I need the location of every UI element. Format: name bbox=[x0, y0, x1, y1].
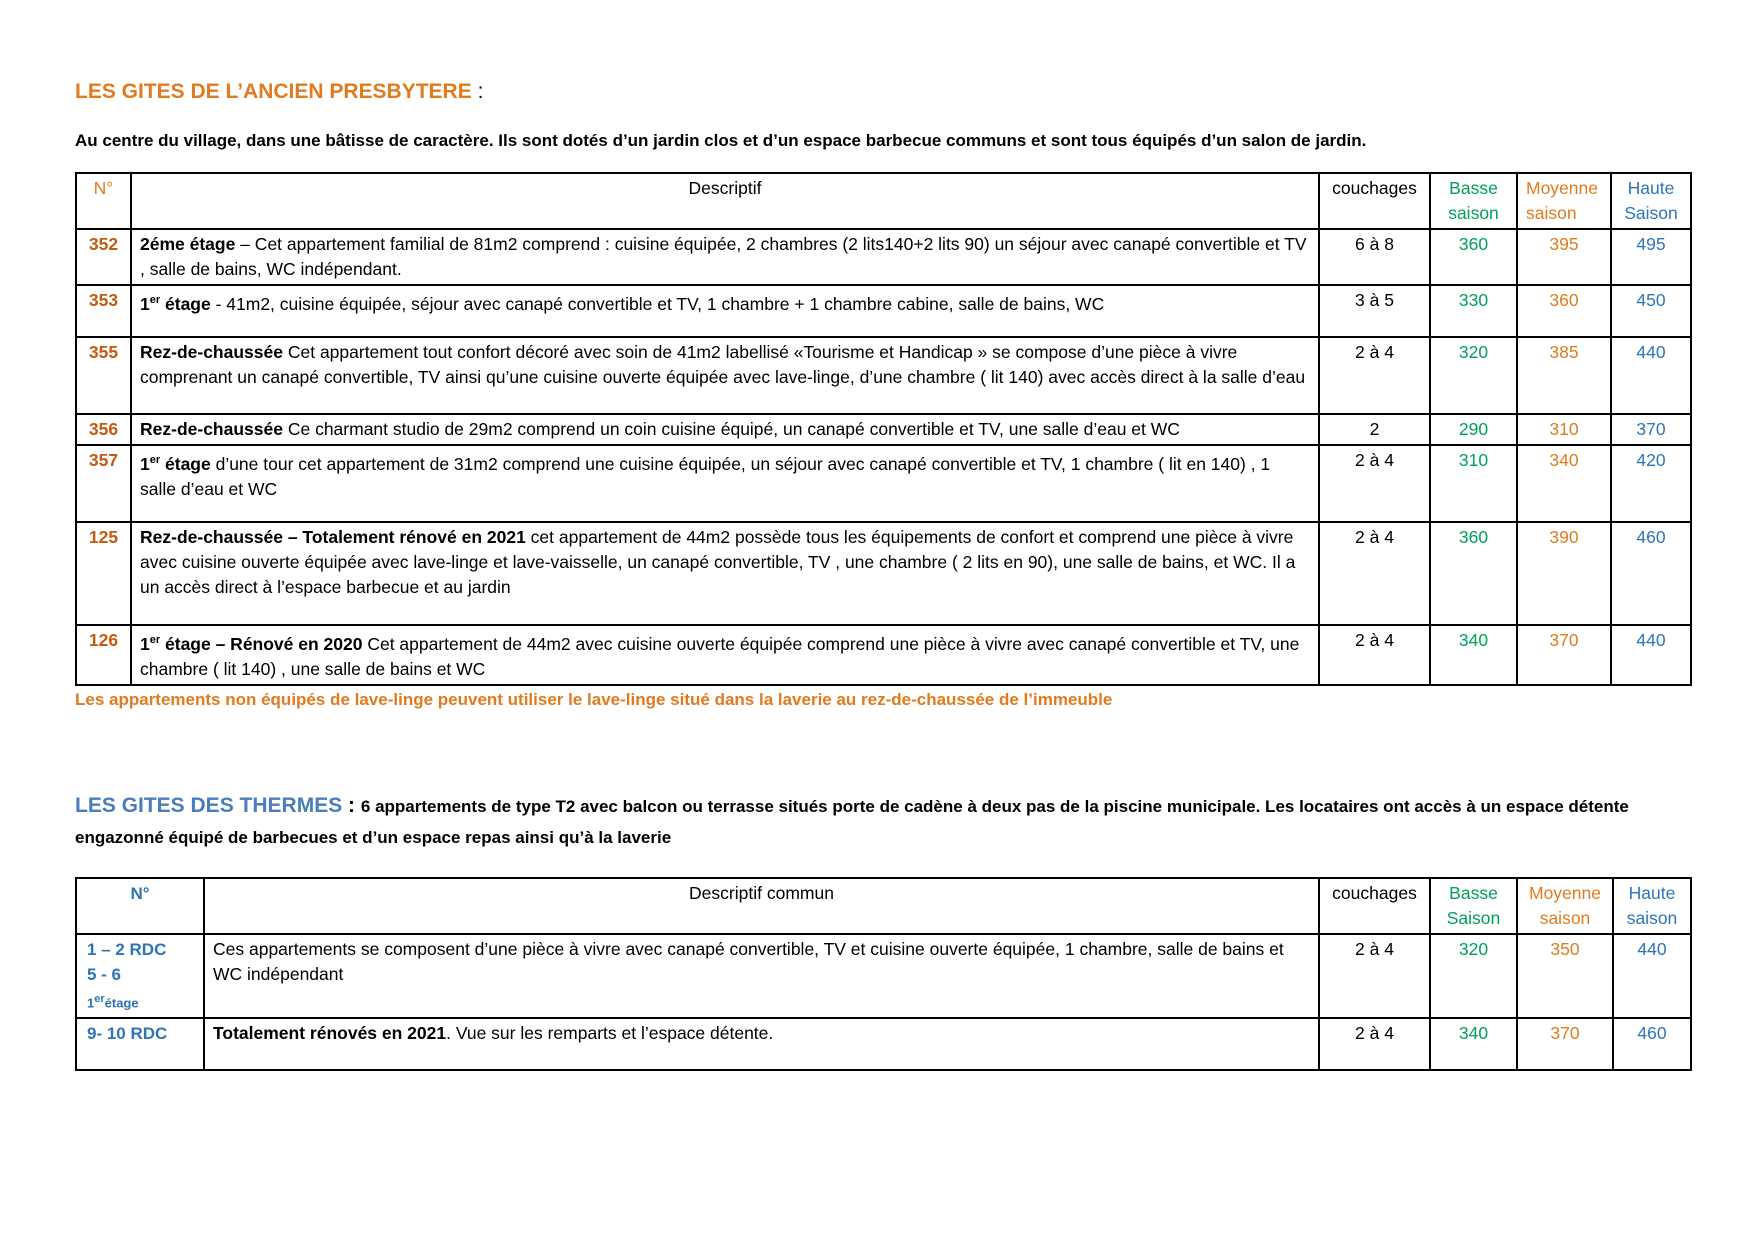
table-row bbox=[76, 1018, 1691, 1070]
table-header-row bbox=[76, 878, 1691, 934]
header-descriptif: Descriptif commun bbox=[204, 878, 1319, 934]
header-basse-1: Basse bbox=[1449, 178, 1498, 198]
row-basse: 290 bbox=[1430, 414, 1517, 445]
row-lead bbox=[140, 294, 211, 314]
thermes-table bbox=[75, 877, 1692, 1071]
header-haute-saison bbox=[1611, 173, 1691, 229]
header-haute-2: Saison bbox=[1624, 203, 1678, 223]
header-moyenne-1: Moyenne bbox=[1526, 178, 1598, 198]
row-lead-sup: er bbox=[149, 634, 161, 646]
row-haute: 495 bbox=[1611, 229, 1691, 285]
table-row bbox=[76, 229, 1691, 285]
row-description: Ces appartements se composent d’une pièce à vivre avec canapé convertible, TV et cuisine ouverte équipée, 1 chambre, salle de bains et WC indépendant bbox=[204, 934, 1319, 1018]
header-num: N° bbox=[76, 878, 204, 934]
table-row bbox=[76, 414, 1691, 445]
row-description bbox=[131, 445, 1319, 522]
header-moyenne-saison bbox=[1517, 173, 1611, 229]
row-couchages: 2 à 4 bbox=[1319, 934, 1430, 1018]
row-moyenne: 395 bbox=[1517, 229, 1611, 285]
row-moyenne: 385 bbox=[1517, 337, 1611, 414]
row-haute: 440 bbox=[1613, 934, 1691, 1018]
row-description bbox=[131, 337, 1319, 414]
row-lead: Totalement rénovés en 2021 bbox=[213, 1023, 447, 1044]
row-moyenne: 370 bbox=[1517, 1018, 1613, 1070]
row-lead-sup: er bbox=[149, 454, 161, 466]
row-number-line2: 5 - 6 bbox=[87, 964, 122, 984]
row-lead-part2: étage bbox=[160, 293, 211, 314]
header-moyenne-2: saison bbox=[1539, 907, 1591, 928]
header-basse-1: Basse bbox=[1449, 882, 1498, 903]
section1-title: LES GITES DE L’ANCIEN PRESBYTERE bbox=[75, 80, 472, 103]
header-basse-saison bbox=[1430, 173, 1517, 229]
row-number-line1: 1 – 2 RDC bbox=[87, 939, 167, 959]
row-number: 353 bbox=[76, 285, 131, 337]
header-basse-saison bbox=[1430, 878, 1517, 934]
row-text: - 41m2, cuisine équipée, séjour avec canapé convertible et TV, 1 chambre + 1 chambre cabine, salle de bains, WC bbox=[210, 293, 1105, 314]
row-basse: 340 bbox=[1430, 625, 1517, 685]
row-haute: 450 bbox=[1611, 285, 1691, 337]
row-couchages: 2 bbox=[1319, 414, 1430, 445]
row-haute: 420 bbox=[1611, 445, 1691, 522]
header-moyenne-saison bbox=[1517, 878, 1613, 934]
row-moyenne: 310 bbox=[1517, 414, 1611, 445]
row-number bbox=[76, 934, 204, 1018]
row-number: 357 bbox=[76, 445, 131, 522]
row-number: 355 bbox=[76, 337, 131, 414]
row-lead-part2: étage bbox=[160, 453, 211, 474]
document-page bbox=[75, 70, 1690, 1071]
row-couchages: 2 à 4 bbox=[1319, 445, 1430, 522]
header-couchages: couchages bbox=[1319, 173, 1430, 229]
row-couchages: 3 à 5 bbox=[1319, 285, 1430, 337]
row-description bbox=[131, 285, 1319, 337]
row-basse: 310 bbox=[1430, 445, 1517, 522]
row-description bbox=[204, 1018, 1319, 1070]
row-lead-part: 1 bbox=[140, 293, 150, 314]
row-couchages: 6 à 8 bbox=[1319, 229, 1430, 285]
row-moyenne: 340 bbox=[1517, 445, 1611, 522]
header-moyenne-1: Moyenne bbox=[1529, 882, 1601, 903]
row-lead-part2: étage – Rénové en 2020 bbox=[160, 633, 363, 654]
presbytere-table bbox=[75, 172, 1692, 686]
header-haute-1: Haute bbox=[1627, 178, 1675, 198]
row-number: 352 bbox=[76, 229, 131, 285]
section1-footnote: Les appartements non équipés de lave-linge peuvent utiliser le lave-linge situé dans la laverie au rez-de-chaussée de l’immeuble bbox=[75, 689, 1113, 709]
section1-title-suffix: : bbox=[471, 80, 484, 103]
row-basse: 330 bbox=[1430, 285, 1517, 337]
row-couchages: 2 à 4 bbox=[1319, 625, 1430, 685]
row-haute: 370 bbox=[1611, 414, 1691, 445]
section2-title-suffix: : bbox=[342, 793, 361, 817]
row-text: d’une tour cet appartement de 31m2 comprend une cuisine équipée, un séjour avec canapé convertible et TV, 1 chambre ( lit en 140) , 1 salle d’eau et WC bbox=[140, 453, 1271, 499]
row-text: . Vue sur les remparts et l’espace détente. bbox=[446, 1023, 774, 1044]
header-basse-2: saison bbox=[1448, 203, 1499, 223]
header-descriptif: Descriptif bbox=[131, 173, 1319, 229]
row-description bbox=[131, 414, 1319, 445]
row-moyenne: 370 bbox=[1517, 625, 1611, 685]
section1-intro: Au centre du village, dans une bâtisse de caractère. Ils sont dotés d’un jardin clos et d’un espace barbecue communs et sont tous équipés d’un salon de jardin. bbox=[75, 131, 1367, 150]
header-basse-2: Saison bbox=[1446, 907, 1501, 928]
row-moyenne: 360 bbox=[1517, 285, 1611, 337]
row-basse: 360 bbox=[1430, 229, 1517, 285]
row-moyenne: 390 bbox=[1517, 522, 1611, 625]
header-haute-2: saison bbox=[1626, 907, 1678, 928]
row-number: 356 bbox=[76, 414, 131, 445]
table-row bbox=[76, 337, 1691, 414]
row-haute: 460 bbox=[1613, 1018, 1691, 1070]
row-haute: 440 bbox=[1611, 337, 1691, 414]
row-lead: Rez-de-chaussée bbox=[140, 342, 283, 362]
row-lead bbox=[140, 454, 211, 474]
row-text: Cet appartement tout confort décoré avec soin de 41m2 labellisé «Tourisme et Handicap » se compose d’une pièce à vivre comprenant un canapé convertible, TV ainsi qu’une cuisine ouverte équipée avec lave-linge, d’une chambre ( lit 140) avec accès direct à la salle d’eau bbox=[140, 342, 1306, 387]
table-row bbox=[76, 522, 1691, 625]
row-basse: 360 bbox=[1430, 522, 1517, 625]
row-text: cet appartement de 44m2 possède tous les équipements de confort et comprend une pièce à vivre avec cuisine ouverte équipée avec lave-linge et lave-vaisselle, un canapé convertible, TV , une chambre ( 2 lits en 90), une salle de bains, et WC. Il a un accès direct à l’espace barbecue et au jardin bbox=[140, 527, 1296, 597]
section2-title: LES GITES DES THERMES bbox=[75, 793, 343, 817]
row-moyenne: 350 bbox=[1517, 934, 1613, 1018]
header-moyenne-2: saison bbox=[1526, 203, 1577, 223]
section2-heading bbox=[75, 790, 1690, 853]
header-haute-1: Haute bbox=[1628, 882, 1676, 903]
row-number-line3-a: 1 bbox=[87, 995, 95, 1011]
row-basse: 320 bbox=[1430, 934, 1517, 1018]
table-row bbox=[76, 934, 1691, 1018]
table-row bbox=[76, 445, 1691, 522]
row-lead-part: 1 bbox=[140, 633, 150, 654]
table-header-row bbox=[76, 173, 1691, 229]
row-lead: Rez-de-chaussée – Totalement rénové en 2021 bbox=[140, 527, 526, 547]
row-number: 126 bbox=[76, 625, 131, 685]
row-lead-sup: er bbox=[149, 294, 161, 306]
row-description bbox=[131, 522, 1319, 625]
row-couchages: 2 à 4 bbox=[1319, 522, 1430, 625]
row-text: Ce charmant studio de 29m2 comprend un coin cuisine équipé, un canapé convertible et TV, une salle d’eau et WC bbox=[282, 419, 1180, 439]
section1-heading bbox=[75, 70, 1690, 114]
row-lead-part: 1 bbox=[140, 453, 150, 474]
table-row bbox=[76, 625, 1691, 685]
row-number: 9- 10 RDC bbox=[76, 1018, 204, 1070]
section2-intro: 6 appartements de type T2 avec balcon ou terrasse situés porte de cadène à deux pas de la piscine municipale. Les locataires ont accès à un espace détente engazonné équipé de barbecues et d’un espace repas ainsi qu’à la laverie bbox=[75, 796, 1629, 847]
row-lead: 2éme étage bbox=[140, 234, 236, 254]
row-number-line3 bbox=[87, 987, 193, 1015]
header-couchages: couchages bbox=[1319, 878, 1430, 934]
row-haute: 440 bbox=[1611, 625, 1691, 685]
row-basse: 340 bbox=[1430, 1018, 1517, 1070]
header-num: N° bbox=[76, 173, 131, 229]
row-lead: Rez-de-chaussée bbox=[140, 419, 283, 439]
row-number-line3-sup: er bbox=[94, 992, 105, 1005]
row-number-line3-b: étage bbox=[104, 995, 139, 1011]
table-row bbox=[76, 285, 1691, 337]
row-lead bbox=[140, 634, 362, 654]
row-couchages: 2 à 4 bbox=[1319, 337, 1430, 414]
row-basse: 320 bbox=[1430, 337, 1517, 414]
row-description bbox=[131, 229, 1319, 285]
row-haute: 460 bbox=[1611, 522, 1691, 625]
row-number: 125 bbox=[76, 522, 131, 625]
row-text: Cet appartement de 44m2 avec cuisine ouverte équipée comprend une pièce à vivre avec canapé convertible et TV, une chambre ( lit 140) , une salle de bains et WC bbox=[140, 633, 1300, 679]
row-text: – Cet appartement familial de 81m2 comprend : cuisine équipée, 2 chambres (2 lits140+2 lits 90) un séjour avec canapé convertible et TV , salle de bains, WC indépendant. bbox=[140, 234, 1307, 279]
row-couchages: 2 à 4 bbox=[1319, 1018, 1430, 1070]
header-haute-saison bbox=[1613, 878, 1691, 934]
row-description bbox=[131, 625, 1319, 685]
